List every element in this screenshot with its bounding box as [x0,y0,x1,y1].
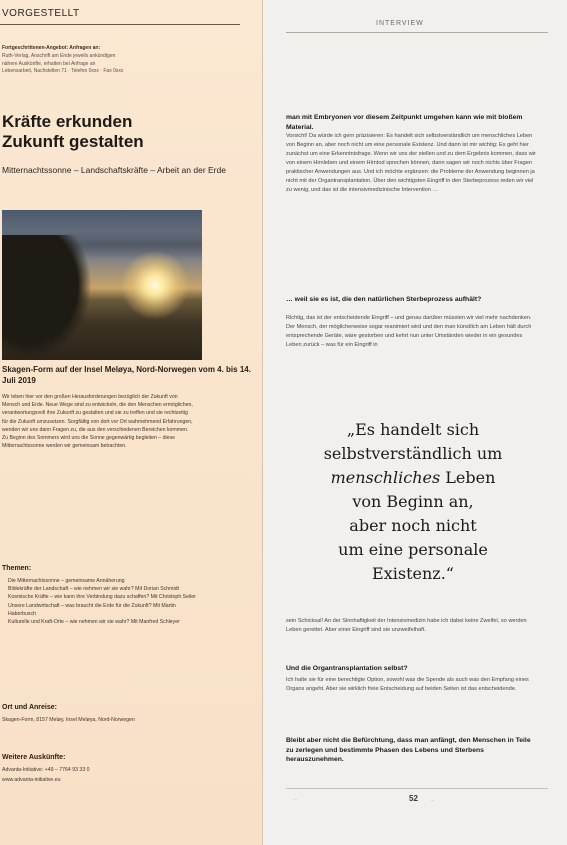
info-website[interactable]: www.advanta-initiative.eu [2,777,61,783]
list-item: Die Mitternachtssonne – gemeinsame Annäherung [8,578,125,584]
left-page [0,0,263,845]
question-2: … weil sie es ist, die den natürlichen Sterbeprozess aufhält? [286,296,482,303]
blurb-line: Lebensarbeit, Nachstellen 71 · Telefon 0xxx · Fax 0xxx [2,68,124,75]
blurb-line: nähere Auskünfte, erhalten bei Anfrage an [2,60,96,67]
info-phone: Advanta-Initiative: +49 – 7764 93 33 0 [2,767,90,773]
photo-trees [2,235,92,360]
pull-quote: „Es handelt sich selbstverständlich um menschliches Leben von Beginn an, aber noch nicht um eine personale Existenz.“ [323,420,503,583]
info-blurb [2,45,252,76]
list-item: Bildekräfte der Landschaft – wie nehmen wir sie wahr? Mit Dorian Schmidt [8,586,179,593]
article-subtitle: Mitternachtssonne – Landschaftskräfte – Arbeit an der Erde [2,165,226,175]
themes-heading: Themen: [2,565,32,572]
intro-text: Wir leben hier vor den großen Herausforderungen bezüglich der Zukunft von Mensch und Erde. Neue Wege sind zu entwickeln, die den Menschen ermöglichen, verantwortungsvoll ihre Zukunft zu gestalten und sie zu treffen und sie rechtzeitig für die Zukunft umzusetzen. Sorgfältig von dort vor Ort wahrnehmend Erfahrungen, wenden wir uns dann Fragen zu, die aus den verschiedenen Bereichen kommen. Zu Beginn des Sommers wird uns die Sonne gegenwärtig begleiten – diese Mitternachtssonne werden wir gemeinsam betrachten. [2,394,193,450]
blurb-line: Ruth-Verlag, Anschrift am Ende jeweils ankündigen [2,52,116,59]
answer-3: sein Schicksal! An der Sinnhaftigkeit der Intensivmedizin habe ich dabei keine Zweifel, so werden Leben gerettet. Aber einer Eingriff sind sie unzweifelhaft. [286,618,527,634]
question-4: Bleibt aber nicht die Befürchtung, dass man anfängt, den Menschen in Teile zu zerlegen und bestimmte Phasen des Lebens und Sterbens herauszunehmen. [286,737,531,764]
question-1: man mit Embryonen vor diesem Zeitpunkt umgehen kann wie mit bloßem Material. [286,114,523,131]
list-item: Kosmische Kräfte – wie kann ihre Verbindung dazu schaffen? Mit Christoph Seiler [8,594,196,601]
footer-left: … [293,796,298,801]
venue-text: Skagen-Form, 8157 Meløy, Insel Meløya, Nord-Norwegen [2,717,135,723]
list-item: Unsere Landwirtschaft – was braucht die Erde für die Zukunft? Mit Martin Haberbusch [8,602,176,617]
header-rule [286,32,548,33]
right-page [263,0,567,845]
midnight-sun-photo [2,210,202,360]
section-rule [0,24,240,25]
question-3: Und die Organtransplantation selbst? [286,665,408,672]
themes-list [8,577,198,626]
photo-sun [120,250,190,320]
footer-right: … [430,797,435,802]
answer-2: Richtig, das ist der entscheidende Eingriff – und genau darüber müssten wir viel mehr nachdenken. Der Mensch, der möglicherweise sogar reanimiert wird und den man künstlich am Leben hält durch entsprechende Geräte, wäre gestorben und kehrt nun unter Umständen wieder in ein gesundes Leben zurück – was für ein Eingriff in [286,315,532,349]
event-heading: Skagen-Form auf der Insel Meløya, Nord-Norwegen vom 4. bis 14. Juli 2019 [2,365,251,385]
section-label: VORGESTELLT [2,8,80,19]
interview-label: INTERVIEW [376,20,424,27]
page-number: 52 [409,794,418,803]
answer-4: Ich halte sie für eine berechtigte Option, sowohl was die Spende als auch was den Empfang eines Organs angeht. Aber sie wirklich freie Entscheidung auf beiden Seiten ist das entscheidende. [286,677,529,693]
article-title: Kräfte erkunden Zukunft gestalten [2,112,144,151]
footer-rule [286,788,548,789]
quote-emphasis: menschliches [330,468,441,487]
blurb-heading: Fortgeschrittenen-Angebot: Anfragen an: [2,45,101,51]
answer-1: Vorsicht! Da würde ich gern präzisieren: Es handelt sich selbstverständlich um menschliches Leben von Beginn an, aber noch nicht um eine personale Existenz. Und dann ist mir wichtig: Es geht hier zunächst um eine Erkenntnisfrage. Wenn wir uns der stellen und zu dem Ergebnis kommen, dass wir von einem Hirnleben und einem Hirntod sprechen können, dann sagen wir noch nichts über Fragen praktischer Anwendungen aus. Und ich möchte ergänzen: die Probleme der Anwendung beginnen ja nicht mit der Organtransplantation. Über den wichtigsten Eingriff in den Sterbeprozess reden wir viel zu wenig, und das ist die intensivmedizinische Intervention … [286,133,536,194]
venue-heading: Ort und Anreise: [2,704,57,711]
info-heading: Weitere Auskünfte: [2,754,66,761]
list-item: Kulturelle und Kraft-Orte – wie nehmen wir sie wahr? Mit Manfred Schleyer [8,619,180,626]
